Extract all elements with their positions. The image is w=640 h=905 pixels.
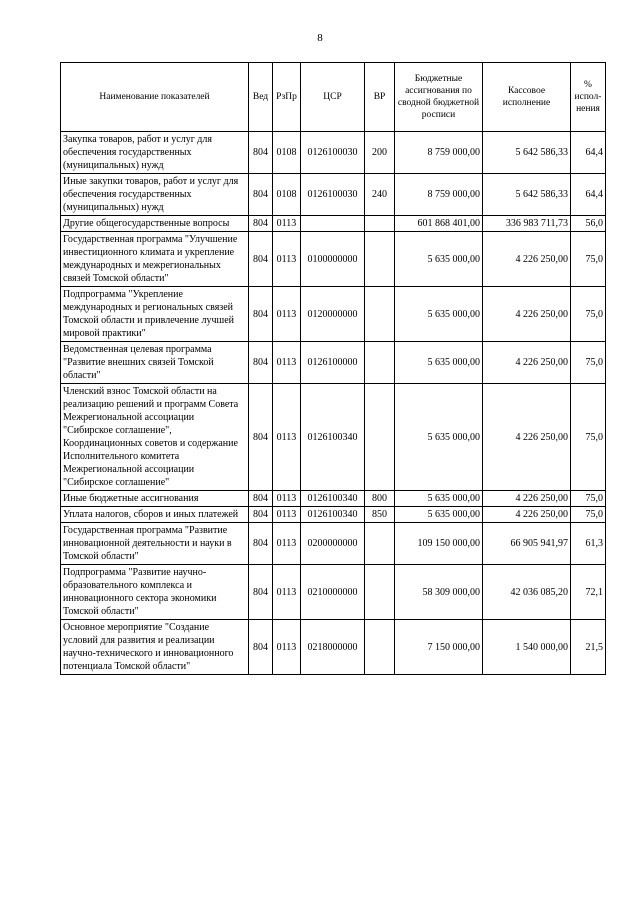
row-cash: 4 226 250,00 xyxy=(483,342,571,384)
row-percent: 56,0 xyxy=(571,216,606,232)
row-rzpr: 0113 xyxy=(273,384,301,491)
row-cash: 4 226 250,00 xyxy=(483,491,571,507)
header-vr: ВР xyxy=(365,63,395,132)
row-vr: 200 xyxy=(365,132,395,174)
row-name: Ведомственная целевая программа "Развитие внешних связей Томской области" xyxy=(61,342,249,384)
row-cash: 5 642 586,33 xyxy=(483,174,571,216)
row-vr: 240 xyxy=(365,174,395,216)
row-ved: 804 xyxy=(249,232,273,287)
row-cash: 5 642 586,33 xyxy=(483,132,571,174)
table-row xyxy=(61,232,606,287)
row-vr xyxy=(365,287,395,342)
row-rzpr: 0113 xyxy=(273,565,301,620)
header-rzpr: РзПр xyxy=(273,63,301,132)
row-rzpr: 0113 xyxy=(273,620,301,675)
row-percent: 21,5 xyxy=(571,620,606,675)
row-budget: 7 150 000,00 xyxy=(395,620,483,675)
row-percent: 75,0 xyxy=(571,384,606,491)
row-vr: 850 xyxy=(365,507,395,523)
row-vr xyxy=(365,384,395,491)
row-budget: 5 635 000,00 xyxy=(395,507,483,523)
row-budget: 8 759 000,00 xyxy=(395,174,483,216)
row-name: Государственная программа "Развитие инновационной деятельности и науки в Томской области" xyxy=(61,523,249,565)
row-csr: 0120000000 xyxy=(301,287,365,342)
table-row xyxy=(61,384,606,491)
row-name: Членский взнос Томской области на реализацию решений и программ Совета Межрегиональной ассоциации "Сибирское соглашение", Координационных советов и содержание Исполнительного комитета Межрегиональной ассоциации "Сибирское соглашение" xyxy=(61,384,249,491)
row-csr: 0126100030 xyxy=(301,174,365,216)
table-row xyxy=(61,174,606,216)
row-csr xyxy=(301,216,365,232)
header-percent: % испол-нения xyxy=(571,63,606,132)
header-budget: Бюджетные ассигнования по сводной бюджетной росписи xyxy=(395,63,483,132)
row-csr: 0218000000 xyxy=(301,620,365,675)
row-cash: 1 540 000,00 xyxy=(483,620,571,675)
row-cash: 42 036 085,20 xyxy=(483,565,571,620)
row-ved: 804 xyxy=(249,342,273,384)
row-percent: 75,0 xyxy=(571,232,606,287)
row-rzpr: 0113 xyxy=(273,491,301,507)
row-vr xyxy=(365,232,395,287)
row-name: Подпрограмма "Укрепление международных и региональных связей Томской области и привлечение лучшей мировой практики" xyxy=(61,287,249,342)
row-percent: 75,0 xyxy=(571,507,606,523)
row-cash: 4 226 250,00 xyxy=(483,507,571,523)
table-row xyxy=(61,523,606,565)
row-ved: 804 xyxy=(249,620,273,675)
row-vr xyxy=(365,620,395,675)
row-vr xyxy=(365,523,395,565)
row-vr xyxy=(365,216,395,232)
row-rzpr: 0113 xyxy=(273,342,301,384)
row-name: Другие общегосударственные вопросы xyxy=(61,216,249,232)
budget-execution-table xyxy=(60,62,606,675)
table-row xyxy=(61,287,606,342)
row-budget: 5 635 000,00 xyxy=(395,232,483,287)
row-vr: 800 xyxy=(365,491,395,507)
row-csr: 0210000000 xyxy=(301,565,365,620)
table-row xyxy=(61,132,606,174)
row-budget: 8 759 000,00 xyxy=(395,132,483,174)
row-rzpr: 0113 xyxy=(273,232,301,287)
table-row xyxy=(61,507,606,523)
row-rzpr: 0113 xyxy=(273,523,301,565)
row-csr: 0126100340 xyxy=(301,384,365,491)
row-cash: 4 226 250,00 xyxy=(483,232,571,287)
row-rzpr: 0113 xyxy=(273,287,301,342)
row-rzpr: 0108 xyxy=(273,132,301,174)
row-budget: 5 635 000,00 xyxy=(395,287,483,342)
row-csr: 0126100030 xyxy=(301,132,365,174)
row-percent: 64,4 xyxy=(571,132,606,174)
row-ved: 804 xyxy=(249,507,273,523)
row-name: Иные закупки товаров, работ и услуг для обеспечения государственных (муниципальных) нужд xyxy=(61,174,249,216)
header-ved: Вед xyxy=(249,63,273,132)
row-ved: 804 xyxy=(249,174,273,216)
table-row xyxy=(61,491,606,507)
table-row xyxy=(61,216,606,232)
row-csr: 0100000000 xyxy=(301,232,365,287)
row-rzpr: 0113 xyxy=(273,216,301,232)
row-budget: 5 635 000,00 xyxy=(395,384,483,491)
row-ved: 804 xyxy=(249,132,273,174)
row-rzpr: 0108 xyxy=(273,174,301,216)
row-csr: 0200000000 xyxy=(301,523,365,565)
row-percent: 61,3 xyxy=(571,523,606,565)
row-vr xyxy=(365,565,395,620)
row-budget: 601 868 401,00 xyxy=(395,216,483,232)
row-ved: 804 xyxy=(249,216,273,232)
row-ved: 804 xyxy=(249,523,273,565)
row-ved: 804 xyxy=(249,565,273,620)
row-name: Основное мероприятие "Создание условий для развития и реализации научно-технического и инновационного потенциала Томской области" xyxy=(61,620,249,675)
header-csr: ЦСР xyxy=(301,63,365,132)
row-cash: 4 226 250,00 xyxy=(483,384,571,491)
row-name: Иные бюджетные ассигнования xyxy=(61,491,249,507)
row-percent: 75,0 xyxy=(571,287,606,342)
table-row xyxy=(61,565,606,620)
row-percent: 75,0 xyxy=(571,491,606,507)
row-cash: 66 905 941,97 xyxy=(483,523,571,565)
page-number: 8 xyxy=(317,32,323,44)
row-percent: 64,4 xyxy=(571,174,606,216)
row-budget: 109 150 000,00 xyxy=(395,523,483,565)
header-cash: Кассовое исполнение xyxy=(483,63,571,132)
row-ved: 804 xyxy=(249,384,273,491)
row-ved: 804 xyxy=(249,491,273,507)
row-percent: 72,1 xyxy=(571,565,606,620)
table-row xyxy=(61,342,606,384)
row-budget: 5 635 000,00 xyxy=(395,342,483,384)
row-cash: 336 983 711,73 xyxy=(483,216,571,232)
row-budget: 58 309 000,00 xyxy=(395,565,483,620)
row-rzpr: 0113 xyxy=(273,507,301,523)
header-name: Наименование показателей xyxy=(61,63,249,132)
row-vr xyxy=(365,342,395,384)
row-name: Уплата налогов, сборов и иных платежей xyxy=(61,507,249,523)
row-csr: 0126100340 xyxy=(301,507,365,523)
row-cash: 4 226 250,00 xyxy=(483,287,571,342)
row-budget: 5 635 000,00 xyxy=(395,491,483,507)
row-name: Государственная программа "Улучшение инвестиционного климата и укрепление международных и межрегиональных связей Томской области" xyxy=(61,232,249,287)
row-ved: 804 xyxy=(249,287,273,342)
row-name: Закупка товаров, работ и услуг для обеспечения государственных (муниципальных) нужд xyxy=(61,132,249,174)
table-header-row xyxy=(61,63,606,132)
row-percent: 75,0 xyxy=(571,342,606,384)
row-csr: 0126100000 xyxy=(301,342,365,384)
row-name: Подпрограмма "Развитие научно-образовательного комплекса и инновационного сектора экономики Томской области" xyxy=(61,565,249,620)
row-csr: 0126100340 xyxy=(301,491,365,507)
table-row xyxy=(61,620,606,675)
